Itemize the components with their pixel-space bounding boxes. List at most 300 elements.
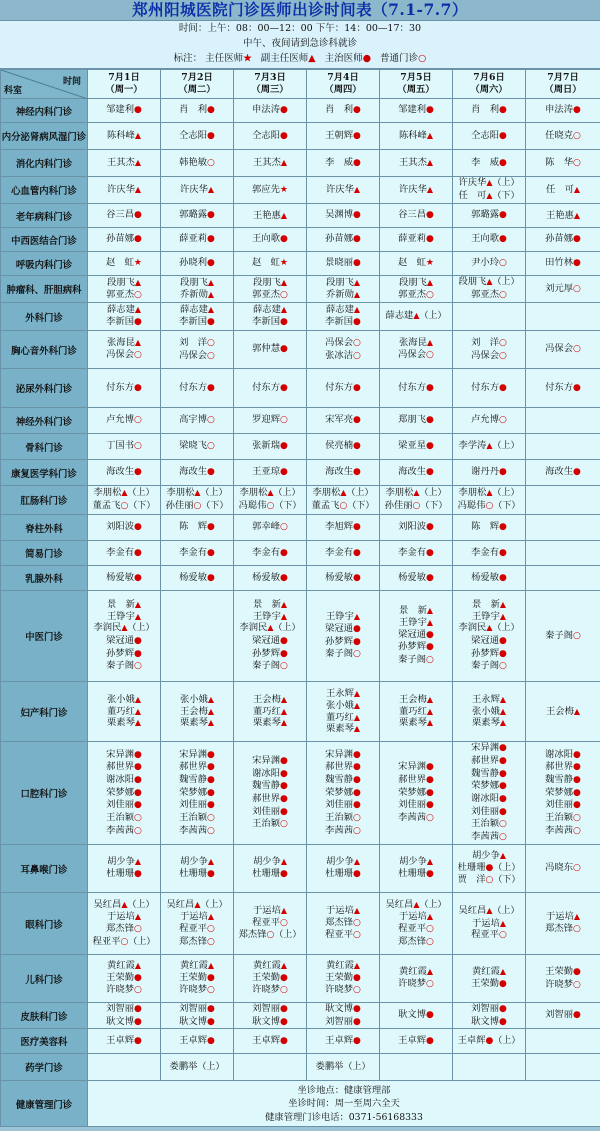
schedule-cell (453, 742, 526, 845)
doctor-entry (161, 572, 233, 585)
doctor-entry (453, 850, 525, 862)
dot-icon: ● (426, 1036, 434, 1047)
legend (0, 51, 600, 66)
doctor-entry (453, 1003, 525, 1016)
doctor-entry (234, 257, 306, 270)
dot-icon: ● (353, 572, 361, 583)
doctor-entry (161, 1003, 233, 1016)
triangle-icon: ▲ (134, 338, 142, 348)
schedule-cell (234, 1029, 307, 1054)
dept-label: 神经外科门诊 (1, 408, 88, 434)
dot-icon: ● (280, 572, 288, 583)
doctor-name: 王治颖 (179, 812, 208, 824)
doctor-entry (88, 466, 160, 479)
doctor-entry (234, 960, 306, 972)
schedule-cell (234, 682, 307, 742)
dot-icon: ● (134, 317, 142, 327)
doctor-entry (453, 648, 525, 661)
dot-icon: ● (426, 642, 434, 653)
ring-icon: ○ (134, 825, 142, 836)
doctor-entry (161, 984, 233, 997)
schedule-cell (234, 204, 307, 228)
ring-icon: ○ (353, 930, 361, 941)
schedule-cell (234, 331, 307, 369)
schedule-cell (161, 123, 234, 150)
doctor-name: 刘佳丽 (471, 805, 500, 817)
dot-icon: ● (353, 1004, 361, 1014)
ring-icon: ○ (353, 350, 361, 361)
schedule-cell (161, 682, 234, 742)
doctor-name: 耿文博 (106, 1015, 135, 1027)
doctor-name: 栗素琴 (179, 717, 208, 729)
schedule-cell (526, 99, 600, 123)
doctor-name: 付东方 (545, 381, 574, 393)
doctor-entry (380, 799, 452, 812)
doctor-entry (526, 749, 600, 762)
doctor-entry (234, 717, 306, 729)
doctor-name: 杜珊珊 (252, 868, 281, 879)
doctor-name: 谢丹丹 (471, 466, 500, 478)
doctor-entry (161, 104, 233, 117)
session-note: （上） (200, 899, 228, 910)
dept-label: 妇产科门诊 (1, 682, 88, 742)
doctor-name: 杨爱敏 (106, 571, 135, 583)
doctor-name: 谢冰阳 (106, 773, 135, 785)
doctor-name: 孙梦辉 (106, 647, 135, 659)
doctor-name: 乔新勋 (325, 289, 354, 300)
schedule-cell (307, 591, 380, 682)
triangle-icon: ▲ (486, 905, 493, 915)
schedule-cell (88, 1054, 161, 1081)
doctor-name: 孙晓利 (179, 257, 208, 269)
doctor-entry (88, 960, 160, 972)
doctor-name: 段朋飞 (106, 276, 135, 288)
doctor-name: 薛亚莉 (179, 233, 208, 245)
doctor-name: 王治颖 (106, 812, 135, 824)
schedule-cell (307, 845, 380, 893)
doctor-name: 程亚平 (325, 929, 354, 941)
doctor-name: 王荣勤 (545, 965, 574, 977)
doctor-name: 肖 利 (325, 104, 354, 116)
triangle-icon: ▲ (280, 694, 288, 704)
dot-icon: ● (499, 210, 507, 221)
dot-icon: ● (134, 382, 142, 393)
dot-icon: ● (207, 547, 215, 558)
dot-icon: ● (134, 234, 142, 245)
triangle-icon: ▲ (207, 278, 215, 288)
doctor-name: 薛亚莉 (398, 233, 427, 245)
doctor-entry (161, 233, 233, 246)
dot-icon: ● (353, 547, 361, 558)
doctor-entry (307, 723, 379, 735)
doctor-entry (526, 283, 600, 296)
doctor-entry (88, 812, 160, 825)
dot-icon: ● (426, 1010, 434, 1021)
doctor-name: 王治颖 (545, 812, 574, 824)
doctor-name: 吴红昌 (385, 898, 414, 910)
doctor-entry (234, 572, 306, 585)
doctor-name: 李朋松 (385, 487, 414, 499)
doctor-entry (88, 787, 160, 800)
session-note: （上） (273, 623, 301, 634)
schedule-row (1, 1003, 600, 1029)
schedule-cell (88, 1029, 161, 1054)
doctor-entry (161, 1061, 233, 1074)
doctor-name: 程亚平 (252, 916, 281, 928)
schedule-row (1, 566, 600, 591)
doctor-entry (453, 694, 525, 706)
dot-icon: ● (353, 130, 361, 141)
doctor-name: 荣梦娜 (325, 786, 354, 798)
doctor-name: 段朋飞 (325, 277, 354, 289)
doctor-name: 尹小玲 (471, 257, 500, 269)
doctor-name: 董孟飞 (92, 500, 121, 511)
schedule-cell (526, 591, 600, 682)
doctor-name: 王荣勤 (471, 978, 500, 989)
triangle-icon: ▲ (413, 488, 420, 498)
day-header: 7月7日 （周日） (526, 70, 600, 99)
dot-icon: ● (499, 382, 507, 393)
ring-icon: ○ (499, 350, 507, 361)
doctor-entry (453, 289, 525, 302)
schedule-cell (88, 276, 161, 303)
ring-icon: ○ (426, 655, 434, 666)
day-header: 7月4日 （周四） (307, 70, 380, 99)
ring-icon: ○ (426, 350, 434, 360)
triangle-icon: ▲ (353, 290, 361, 299)
dept-label: 肛肠科门诊 (1, 486, 88, 515)
schedule-cell (453, 541, 526, 566)
doctor-entry (453, 918, 525, 930)
doctor-entry (88, 799, 160, 812)
doctor-name: 董巧红 (398, 705, 427, 717)
schedule-cell (234, 408, 307, 434)
doctor-name: 李茜茜 (398, 812, 427, 824)
schedule-cell (526, 742, 600, 845)
schedule-cell (453, 682, 526, 742)
doctor-name: 杨爱敏 (398, 571, 427, 583)
dot-icon: ● (353, 623, 361, 634)
triangle-icon: ▲ (280, 718, 288, 728)
doctor-entry (453, 706, 525, 718)
dot-icon: ● (207, 869, 215, 879)
doctor-name: 申法涛 (252, 104, 281, 116)
schedule-cell (380, 252, 453, 276)
triangle-icon: ▲ (426, 185, 434, 195)
doctor-name: 李旭辉 (325, 521, 354, 533)
ring-icon: ○ (280, 661, 288, 672)
doctor-entry (453, 1035, 525, 1048)
doctor-name: 郭亚杰 (106, 288, 135, 300)
dept-label: 中西医结合门诊 (1, 228, 88, 252)
schedule-cell (307, 276, 380, 303)
doctor-name: 耿文博 (179, 1015, 208, 1027)
schedule-cell (307, 369, 380, 408)
doctor-entry (380, 966, 452, 978)
doctor-entry (307, 712, 379, 724)
doctor-name: 秦子阁 (325, 648, 354, 660)
schedule-cell (453, 591, 526, 682)
doctor-name: 许晓梦 (252, 984, 281, 996)
dot-icon: ● (207, 317, 215, 327)
doctor-entry (161, 382, 233, 395)
triangle-icon: ▲ (573, 912, 581, 922)
doctor-entry (380, 923, 452, 936)
dot-icon: ● (353, 234, 361, 245)
dot-icon: ● (573, 105, 581, 116)
doctor-name: 王铮宇 (252, 610, 281, 622)
schedule-cell (307, 99, 380, 123)
schedule-cell (161, 1054, 234, 1081)
doctor-name: 郑朋飞 (398, 414, 427, 426)
doctor-entry (307, 209, 379, 222)
schedule-cell (526, 150, 600, 177)
session-note: （上） (197, 1062, 225, 1073)
doctor-name: 宋异渊 (471, 742, 500, 754)
doctor-entry (234, 277, 306, 289)
schedule-row (1, 1029, 600, 1054)
schedule-cell (88, 486, 161, 515)
doctor-name: 荣梦娜 (179, 786, 208, 798)
doctor-entry (88, 521, 160, 534)
doctor-name: 黄红霞 (252, 959, 281, 971)
doctor-entry (161, 868, 233, 881)
doctor-name: 王治颖 (471, 818, 500, 830)
schedule-cell (88, 955, 161, 1003)
session-note: （上） (492, 488, 520, 499)
triangle-icon: ▲ (134, 912, 142, 922)
dot-icon: ● (134, 636, 142, 646)
triangle-icon: ▲ (353, 712, 361, 722)
ring-icon: ○ (499, 832, 507, 843)
doctor-entry (380, 899, 452, 912)
triangle-icon: ▲ (280, 905, 288, 915)
dept-label: 外科门诊 (1, 303, 88, 331)
dot-icon: ● (207, 800, 215, 811)
schedule-cell (88, 845, 161, 893)
doctor-entry (453, 966, 525, 978)
doctor-name: 王其杰 (106, 157, 135, 169)
schedule-row (1, 591, 600, 682)
doctor-entry (380, 500, 452, 513)
ring-icon: ○ (266, 501, 275, 511)
doctor-entry (161, 774, 233, 787)
dept-label: 耳鼻喉门诊 (1, 845, 88, 893)
doctor-entry (380, 812, 452, 825)
doctor-entry (88, 440, 160, 453)
ring-icon: ○ (573, 130, 581, 141)
doctor-name: 王荣勤 (106, 971, 135, 983)
doctor-name: 张海昆 (106, 337, 135, 349)
schedule-cell (307, 955, 380, 1003)
doctor-entry (453, 793, 525, 806)
doctor-entry (453, 611, 525, 623)
schedule-cell (526, 123, 600, 150)
doctor-name: 景晓丽 (325, 257, 354, 269)
schedule-cell (453, 276, 526, 303)
doctor-entry (161, 277, 233, 289)
doctor-entry (307, 316, 379, 329)
doctor-name: 孙佳丽 (384, 500, 413, 511)
dept-label: 呼吸内科门诊 (1, 252, 88, 276)
doctor-name: 李 威 (325, 156, 354, 168)
doctor-name: 薛志建 (325, 304, 354, 316)
doctor-entry (453, 862, 525, 875)
ring-icon: ○ (353, 985, 361, 996)
schedule-cell (161, 955, 234, 1003)
doctor-entry (380, 104, 452, 117)
doctor-entry (88, 1003, 160, 1016)
dot-icon: ● (426, 629, 434, 640)
schedule-cell (88, 228, 161, 252)
clinic-hours: 时间：上午：08：00—12：00 下午：14：00—17：30 (178, 23, 422, 34)
schedule-cell (234, 99, 307, 123)
triangle-icon: ▲ (426, 718, 434, 728)
doctor-name: 付东方 (398, 381, 427, 393)
triangle-icon: ▲ (426, 606, 434, 616)
ring-icon: ○ (426, 924, 434, 934)
triangle-icon: ▲ (207, 185, 215, 195)
dot-icon: ● (134, 972, 142, 983)
dept-label: 药学门诊 (1, 1054, 88, 1081)
dept-label: 肿瘤科、肝胆病科 (1, 276, 88, 303)
dot-icon: ● (426, 869, 434, 879)
ring-icon: ○ (418, 53, 427, 64)
doctor-entry (88, 104, 160, 117)
dept-label: 眼科门诊 (1, 893, 88, 955)
doctor-name: 胡少争 (398, 856, 427, 868)
dot-icon: ● (353, 762, 361, 773)
doctor-entry (307, 636, 379, 649)
doctor-entry (380, 289, 452, 302)
doctor-name: 胡少争 (471, 849, 500, 861)
doctor-entry (234, 104, 306, 117)
ring-icon: ○ (353, 917, 361, 928)
doctor-entry (88, 257, 160, 270)
schedule-cell (453, 486, 526, 515)
schedule-cell (307, 1029, 380, 1054)
doctor-name: 宋异渊 (325, 748, 354, 760)
doctor-name: 王治颖 (325, 812, 354, 824)
dot-icon: ● (207, 130, 215, 141)
ring-icon: ○ (412, 501, 421, 511)
doctor-entry (234, 440, 306, 453)
ring-icon: ○ (120, 501, 129, 511)
dot-icon: ● (134, 572, 142, 583)
ring-icon: ○ (207, 813, 215, 824)
schedule-cell (380, 434, 453, 460)
ring-icon: ○ (573, 825, 581, 836)
doctor-entry (526, 630, 600, 643)
doctor-entry (234, 599, 306, 611)
doctor-entry (453, 635, 525, 648)
doctor-entry (161, 787, 233, 800)
doctor-name: 王艳惠 (252, 209, 281, 221)
triangle-icon: ▲ (207, 290, 215, 299)
doctor-entry (88, 337, 160, 349)
doctor-entry (234, 157, 306, 169)
doctor-entry (526, 979, 600, 992)
ring-icon: ○ (193, 501, 202, 511)
schedule-cell (453, 566, 526, 591)
doctor-entry (88, 487, 160, 500)
doctor-entry (161, 209, 233, 222)
doctor-name: 郝世界 (398, 773, 427, 785)
ring-icon: ○ (426, 813, 434, 824)
ring-icon: ○ (207, 936, 215, 947)
dot-icon: ● (207, 774, 215, 785)
triangle-icon: ▲ (280, 277, 288, 287)
schedule-cell (161, 150, 234, 177)
doctor-name: 程亚平 (471, 929, 500, 941)
doctor-entry (234, 316, 306, 329)
ring-icon: ○ (353, 813, 361, 824)
doctor-name: 梁冠通 (252, 635, 281, 646)
doctor-entry (526, 799, 600, 812)
triangle-icon: ▲ (573, 210, 581, 220)
doctor-name: 李朋松 (239, 487, 268, 499)
schedule-cell (88, 682, 161, 742)
dot-icon: ● (426, 572, 434, 583)
doctor-name: 李茜茜 (106, 824, 135, 836)
schedule-cell (234, 845, 307, 893)
doctor-entry (234, 806, 306, 819)
doctor-entry (307, 611, 379, 623)
triangle-icon: ▲ (207, 960, 215, 970)
star-icon: ★ (279, 184, 288, 195)
triangle-icon: ▲ (134, 599, 142, 609)
schedule-cell (453, 845, 526, 893)
doctor-name: 郑杰锋 (179, 935, 208, 947)
doctor-name: 于运培 (325, 904, 354, 916)
schedule-cell (526, 893, 600, 955)
doctor-name: 耿文博 (325, 1003, 354, 1014)
doctor-name: 冯保会 (545, 343, 574, 355)
session-note: （上） (493, 862, 521, 873)
doctor-name: 段朋飞 (179, 277, 208, 289)
doctor-entry (380, 936, 452, 949)
dot-icon: ● (353, 774, 361, 785)
dot-icon: ● (353, 1016, 361, 1027)
doctor-entry (234, 660, 306, 673)
dot-icon: ● (353, 869, 361, 879)
doctor-name: 魏雪静 (545, 773, 574, 785)
schedule-cell (453, 252, 526, 276)
triangle-icon: ▲ (134, 718, 142, 728)
schedule-cell (307, 515, 380, 541)
schedule-row (1, 682, 600, 742)
dot-icon: ● (362, 53, 371, 64)
schedule-cell (380, 541, 453, 566)
doctor-name: 邹建利 (106, 104, 135, 116)
doctor-entry (88, 547, 160, 560)
dot-icon: ● (499, 157, 507, 168)
dept-axis-label: 科室 (4, 86, 23, 96)
triangle-icon: ▲ (353, 185, 361, 195)
doctor-name: 于运培 (545, 911, 574, 923)
schedule-cell (88, 99, 161, 123)
schedule-row (1, 303, 600, 331)
legend-item-general: 普通门诊○ (380, 53, 427, 64)
doctor-name: 宋异渊 (179, 748, 208, 760)
schedule-cell (161, 591, 234, 682)
doctor-name: 张海昆 (398, 337, 427, 349)
doctor-name: 程亚平 (92, 935, 121, 947)
dot-icon: ● (353, 157, 361, 168)
doctor-entry (88, 382, 160, 395)
dot-icon: ● (573, 382, 581, 393)
schedule-cell (453, 1003, 526, 1029)
